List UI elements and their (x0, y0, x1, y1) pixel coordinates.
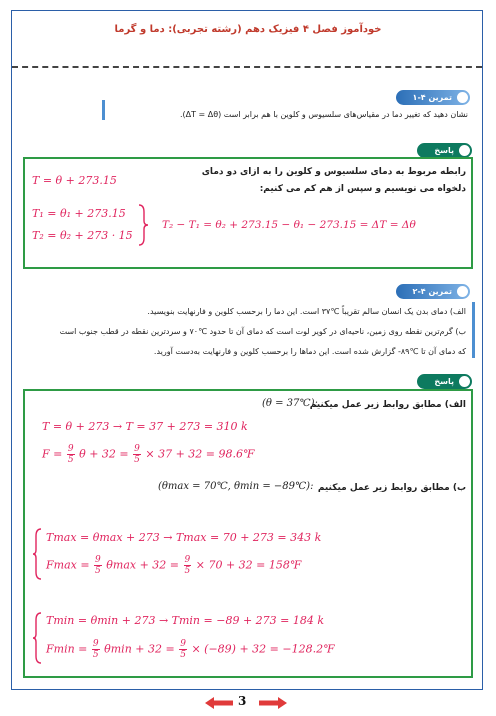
bullet-icon (457, 286, 468, 297)
exercise-2-line-1: الف) دمای بدن یک انسان سالم تقریباً ℃۳۷ است. این دما را برحسب کلوین و فارنهایت بنویسید. (147, 307, 466, 316)
eq-t1: T₁ = θ₁ + 273.15 (32, 207, 126, 220)
eq-c-fahrenheit: Fmin = $\frac{9}{5}$ θmin + 32 = $\frac{9}{5}$ × (−89) + 32 = −128.2℉ (46, 639, 335, 660)
eq-difference: T₂ − T₁ = θ₂ + 273.15 − θ₁ − 273.15 = ΔT = Δθ (162, 219, 416, 231)
eq-b-fahrenheit: Fmax = $\frac{9}{5}$ θmax + 32 = $\frac{9}{5}$ × 70 + 32 = 158℉ (46, 555, 302, 576)
part-b-given: (θmax = 70℃, θmin = −89℃): (158, 481, 314, 492)
eq-a-fahrenheit: F = $\frac{9}{5}$ θ + 32 = $\frac{9}{5}$ × 37 + 32 = 98.6℉ (42, 444, 255, 465)
right-brace-icon (137, 204, 149, 246)
page-number: 3 (238, 694, 247, 708)
previous-page-arrow-icon[interactable] (204, 696, 234, 710)
fraction: $\frac{9}{5}$ (95, 555, 101, 576)
accent-bar (472, 302, 475, 358)
accent-bar (102, 100, 105, 120)
eq-a-kelvin: T = θ + 273 → T = 37 + 273 = 310 k (42, 420, 248, 433)
eq-b-kelvin: Tmax = θmax + 273 → Tmax = 70 + 273 = 343 k (46, 531, 322, 544)
exercise-1-tag: تمرین ۴-۱ (396, 90, 470, 105)
left-brace-icon (32, 528, 42, 580)
fraction: $\frac{9}{5}$ (67, 444, 74, 465)
exercise-2-tag: تمرین ۴-۲ (396, 284, 470, 299)
part-a-given: (θ = 37℃): (262, 398, 318, 409)
page-title: خودآموز فصل ۴ فیزیک دهم (رشته تجربی): دما و گرما (114, 24, 382, 35)
fraction: $\frac{9}{5}$ (184, 555, 191, 576)
fraction: $\frac{9}{5}$ (180, 639, 186, 660)
next-page-arrow-icon[interactable] (258, 696, 288, 710)
left-brace-icon (32, 612, 42, 664)
bullet-icon (457, 92, 468, 103)
bullet-icon (459, 376, 470, 387)
fraction: $\frac{9}{5}$ (92, 639, 99, 660)
exercise-1-text: نشان دهید که تغییر دما در مقیاس‌های سلسیوس و کلوین با هم برابر است (ΔT = Δθ). (179, 110, 468, 119)
part-b-heading: ب) مطابق روابط زیر عمل میکنیم (317, 483, 466, 493)
section-divider (12, 66, 482, 68)
answer-1-tag: پاسخ (417, 143, 472, 158)
exercise-2-line-3: که دمای آن تا ℃۸۹- گزارش شده است. این دماها را برحسب کلوین و فارنهایت به‌دست آورید. (153, 347, 466, 356)
eq-kelvin-celsius: T = θ + 273.15 (32, 174, 117, 187)
answer-1-heading: رابطه مربوط به دمای سلسیوس و کلوین را به ازای دو دمای دلخواه می نویسیم و سپس از هم کم می کنیم: (201, 167, 466, 194)
eq-c-kelvin: Tmin = θmin + 273 → Tmin = −89 + 273 = 184 k (46, 614, 325, 627)
part-a-heading: الف) مطابق روابط زیر عمل میکنیم (309, 400, 466, 410)
answer-2-tag: پاسخ (417, 374, 472, 389)
exercise-2-line-2: ب) گرم‌ترین نقطه روی زمین، ناحیه‌ای در کویر لوت است که دمای آن تا حدود ℃۷۰ و سردترین نقطه در قطب جنوب است (59, 327, 466, 336)
fraction: $\frac{9}{5}$ (134, 444, 140, 465)
bullet-icon (459, 145, 470, 156)
eq-t2: T₂ = θ₂ + 273 · 15 (32, 229, 133, 242)
